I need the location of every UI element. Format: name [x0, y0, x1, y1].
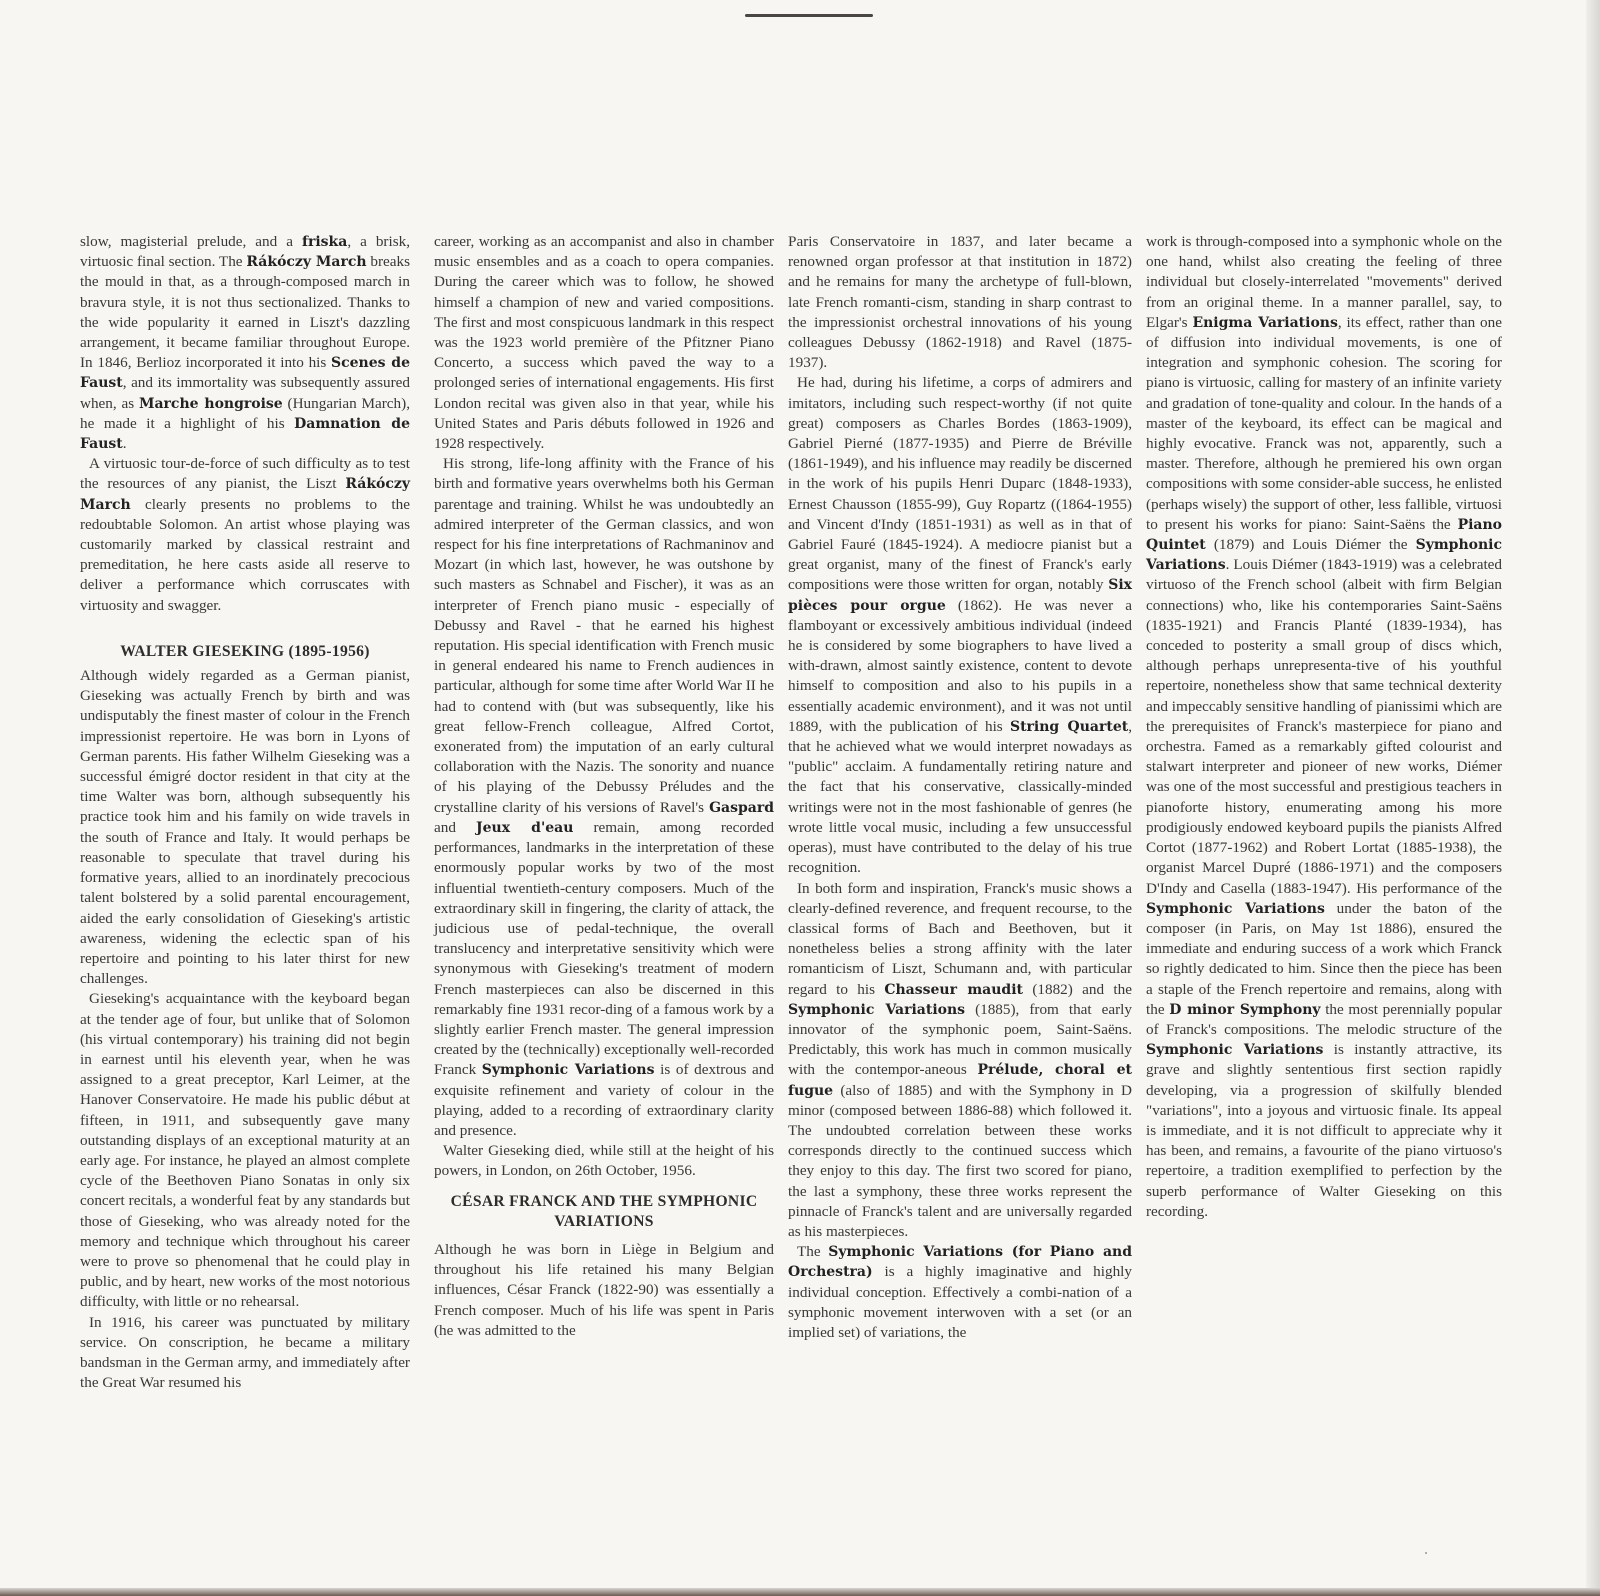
paragraph-text: Walter Gieseking died, while still at the height of his powers, in London, on 26th October, 1956. — [434, 1142, 774, 1180]
paragraph-text: In both form and inspiration, Franck's music shows a clearly-defined reverence, and frequent recourse, to the classical forms of Bach and Beethoven, but it nonetheless belies a strong affinity with the later romanticism of Liszt, Schumann and, with particular regard to his — [788, 879, 1132, 998]
paragraph-text: Paris Conservatoire in 1837, and later became a renowned organ professor at that institution in 1872) and he remains for many the archetype of full-blown, late French romanti-cism, standing in sharp contrast to the impressionist orchestral innovations of his young colleagues Debussy (1862-1918) and Ravel (1875-1937). — [788, 233, 1132, 372]
work-title: Rákóczy March — [246, 254, 367, 271]
work-title: Gaspard — [709, 799, 774, 816]
body-paragraph — [80, 666, 410, 989]
work-title: Symphonic Variations — [1146, 900, 1325, 917]
work-title: Damnation de Faust — [80, 415, 410, 453]
work-title: Chasseur maudit — [884, 981, 1023, 998]
paragraph-text: Gieseking's acquaintance with the keyboard began at the tender age of four, but unlike that of Solomon (his virtual contemporary) his training did not begin in earnest until his eleventh year, when he was assigned to a great preceptor, Karl Leimer, at the Hanover Conservatoire. He made his public début at fifteen, in 1911, and subsequently gave many outstanding displays of an exceptional maturity at an early age. For instance, he played an almost complete cycle of the Beethoven Piano Sonatas in only six concert recitals, a wonderful feat by any standards but those of Gieseking, who was already noted for the memory and technique which throughout his career were to prove so phenomenal that he could play in public, and by heart, new works of the most notorious difficulty, with little or no rehearsal. — [80, 990, 410, 1311]
body-paragraph — [434, 454, 774, 1141]
work-title: Enigma Variations — [1192, 314, 1338, 331]
section-heading: CÉSAR FRANCK AND THE SYMPHONIC VARIATIONS — [450, 1192, 758, 1230]
body-paragraph — [80, 989, 410, 1312]
work-title: Symphonic Variations (for Piano and Orchestra) — [788, 1244, 1132, 1281]
paragraph-text: work is through-composed into a symphonic whole on the one hand, whilst also creating the feeling of three individual but closely-interrelated "movements" derived from an original theme. In a manner parallel, say, to Elgar's — [1146, 233, 1502, 331]
paragraph-text: , that he achieved what we would interpret nowadays as "public" acclaim. A fundamentally retiring nature and the fact that his conservative, classically-minded writings were not in the most fashionable of genres (he wrote little vocal music, including a few unsuccessful operas), must have contributed to the delay of his true recognition. — [788, 717, 1132, 877]
paragraph-text: The — [797, 1243, 829, 1261]
paragraph-text: the most perennially popular of Franck's compositions. The melodic structure of the — [1146, 1000, 1502, 1038]
work-title: Piano Quintet — [1146, 516, 1502, 554]
work-title: D minor Symphony — [1169, 1001, 1321, 1018]
body-paragraph — [788, 373, 1132, 878]
text-column-1 — [80, 232, 410, 1393]
paragraph-text: under the baton of the composer (in Paris, on May 1st 1886), ensured the immediate and enduring success of a work which Franck so rightly dedicated to him. Since then the piece has been a staple of the French repertoire and remains, along with the — [1146, 899, 1502, 1018]
paragraph-text: slow, magisterial prelude, and a — [80, 233, 302, 250]
paragraph-text: is a highly imaginative and highly individual conception. Effectively a combi-nation of a symphonic movement interwoven with a set (or an implied set) of variations, the — [788, 1263, 1132, 1341]
body-paragraph — [788, 879, 1132, 1243]
paragraph-text: , a brisk, virtuosic final section. The — [80, 233, 410, 271]
paragraph-text: is of dextrous and exquisite refinement and variety of colour in the playing, added to a recording of extraordinary clarity and presence. — [434, 1061, 774, 1139]
paragraph-text: He had, during his lifetime, a corps of admirers and imitators, including such respect-worthy (if not quite great) composers as Charles Bordes (1863-1909), Gabriel Pierné (1877-1935) and Pierre de Bréville (1861-1949), and his influence may readily be discerned in the work of his pupils Henri Duparc (1848-1933), Ernest Chausson (1855-99), Guy Ropartz ((1864-1955) and Vincent d'Indy (1851-1931) as well as in that of Gabriel Fauré (1845-1924). A mediocre pianist but a great organist, many of the finest of Franck's early compositions were those written for organ, notably — [788, 374, 1132, 594]
paragraph-text: is instantly attractive, its grave and slightly sententious first section rapidly developing, via a progression of skilfully blended "variations", into a joyous and virtuosic finale. Its appeal is immediate, and it is not difficult to appreciate why it has been, and remains, a favourite of the piano virtuoso's repertoire, a tradition exemplified to perfection by the superb performance of Walter Gieseking on this recording. — [1146, 1041, 1502, 1220]
paragraph-text: Although he was born in Liège in Belgium and throughout his life retained his many Belgian influences, César Franck (1822-90) was essentially a French composer. Much of his life was spent in Paris (he was admitted to the — [434, 1240, 774, 1339]
paragraph-text: , and its immortality was subsequently assured when, as — [80, 374, 410, 412]
body-paragraph — [80, 232, 410, 454]
work-title: Marche hongroise — [138, 395, 283, 412]
body-paragraph — [788, 1242, 1132, 1343]
paragraph-text: career, working as an accompanist and also in chamber music ensembles and as a coach to opera companies. During the career which was to follow, he showed himself a champion of new and varied compositions. The first and most conspicuous landmark in this respect was the 1923 world première of the Pfitzner Piano Concerto, a success which paved the way to a prolonged series of international engagements. His first London recital was given also in that year, while his United States and Paris débuts followed in 1926 and 1928 respectively. — [434, 233, 774, 453]
paragraph-text: A virtuosic tour-de-force of such difficulty as to test the resources of any pianist, the Liszt — [80, 455, 410, 493]
print-speck — [1425, 1552, 1427, 1554]
body-paragraph — [434, 1141, 774, 1181]
paragraph-text: (1862). He was never a flamboyant or excessively ambitious individual (indeed he is considered by some biographers to have lived a with-drawn, almost saintly existence, content to devote himself to composition and also to his pupils in a essentially academic environment), and it was not until 1889, with the publication of his — [788, 596, 1132, 735]
paragraph-text: (1879) and Louis Diémer the — [1205, 536, 1416, 554]
body-paragraph — [434, 232, 774, 454]
paragraph-text: , its effect, rather than one of diffusion into individual movements, is one of integration and symphonic cohesion. The scoring for piano is virtuosic, calling for mastery of an infinite variety and gradation of tone-quality and colour. In the hands of a master of the keyboard, its effect can be magical and highly evocative. Franck was not, apparently, such a master. Therefore, although he premiered his own organ compositions with some consider-able success, he enlisted (perhaps wisely) the support of other, less fallible, virtuosi to present his works for piano: Saint-Saëns the — [1146, 313, 1502, 533]
work-title: Rákóczy March — [80, 476, 410, 513]
work-title: Prélude, choral et fugue — [788, 1062, 1132, 1099]
paragraph-text: . Louis Diémer (1843-1919) was a celebrated virtuoso of the French school (albeit with firm Belgian connections) who, like his contemporaries Saint-Saëns (1835-1921) and Francis Planté (1839-1934), has conceded to posterity a small group of discs which, although perhaps unrepresenta-tive of his youthful repertoire, nonetheless show that same technical dexterity and impeccably sensitive handling of pianissimi which are the prerequisites of Franck's masterpiece for piano and orchestra. Famed as a remarkably gifted colourist and stalwart interpreter and pioneer of new works, Diémer was one of the most successful and prestigious teachers in pianoforte history, enumerating among his more prodigiously endowed keyboard pupils the pianists Alfred Cortot (1877-1962) and Robert Lortat (1885-1938), the organist Marcel Dupré (1886-1971) and the composers D'Indy and Casella (1883-1947). His performance of the — [1146, 556, 1502, 897]
body-paragraph — [80, 1313, 410, 1394]
work-title: Symphonic Variations — [481, 1062, 655, 1079]
paragraph-text: (1885), from that early innovator of the symphonic poem, Saint-Saëns. Predictably, this work has much in common musically with the contempor-aneous — [788, 1000, 1132, 1079]
text-column-4 — [1146, 232, 1502, 1222]
body-paragraph — [1146, 232, 1502, 1222]
paragraph-text: In 1916, his career was punctuated by military service. On conscription, he became a military bandsman in the German army, and immediately after the Great War resumed his — [80, 1313, 410, 1392]
paragraph-text: clearly presents no problems to the redoubtable Solomon. An artist whose playing was customarily marked by classical restraint and premeditation, he here casts aside all reserve to deliver a performance which corruscates with virtuosity and swagger. — [80, 495, 410, 614]
section-heading: WALTER GIESEKING (1895-1956) — [120, 642, 370, 660]
work-title: friska — [301, 234, 348, 250]
work-title: Symphonic Variations — [1146, 537, 1502, 574]
work-title: String Quartet — [1009, 718, 1129, 735]
paragraph-text: (also of 1885) and with the Symphony in D minor (composed between 1886-88) which followed it. The undoubted correlation between these works corresponds directly to the continued success which they enjoy to this day. The first two scored for piano, the last a symphony, these three works represent the pinnacle of Franck's talent and are universally regarded as his masterpieces. — [788, 1081, 1132, 1240]
paragraph-text: remain, among recorded performances, landmarks in the interpretation of these enormously popular works by two of the most influential twentieth-century composers. Much of the extraordinary skill in fingering, the clarity of attack, the judicious use of pedal-technique, the overall translucency and interpretative sensitivity which were synonymous with Gieseking's treatment of modern French masterpieces can also be discerned in this remarkably fine 1931 recor-ding of a famous work by a slightly earlier French master. The general impression created by the (technically) exceptionally well-recorded Franck — [434, 818, 774, 1079]
paragraph-text: breaks the mould in that, as a through-composed march in bravura style, it is not thus sectionalized. Thanks to the wide popularity it earned in Liszt's dazzling arrangement, it became familiar throughout Europe. In 1846, Berlioz incorporated it into his — [80, 253, 410, 372]
paragraph-text: (Hungarian March), he made it a highlight of his — [80, 394, 410, 432]
text-column-2 — [434, 232, 774, 1341]
paragraph-text: Although widely regarded as a German pianist, Gieseking was actually French by birth and was undisputably the finest master of colour in the French impressionist repertoire. He was born in Lyons of German parents. His father Wilhelm Gieseking was a successful émigré doctor resident in that city at the time Walter was born, although subsequently his practice took him and his family on wide travels in the south of France and Italy. It would perhaps be reasonable to speculate that travel during his formative years, allied to an inordinately precocious talent bolstered by a solid parental encouragement, aided the early consolidation of Gieseking's artistic awareness, widening the eclectic span of his repertoire and pointing to his later thirst for new challenges. — [80, 667, 410, 988]
paragraph-text: His strong, life-long affinity with the France of his birth and formative years overwhelms both his German parentage and training. Whilst he was undoubtedly an admired interpreter of the German classics, and won respect for his fine interpretations of Rachmaninov and Mozart (in which last, however, he was outshone by such masters as Schnabel and Fischer), it was as an interpreter of French piano music - especially of Debussy and Ravel - that he earned his highest reputation. His special identification with French music in general endeared his name to French audiences in particular, although for some time after World War II he had to contend with (but was subsequently, like his great fellow-French colleague, Alfred Cortot, exonerated from) the imputation of an early cultural collaboration with the Nazis. The sonority and nuance of his playing of the Debussy Préludes and the crystalline clarity of his versions of Ravel's — [434, 455, 774, 816]
work-title: Six pièces pour orgue — [788, 577, 1132, 614]
body-paragraph — [434, 1240, 774, 1341]
work-title: Symphonic Variations — [788, 1001, 966, 1018]
text-column-3 — [788, 232, 1132, 1343]
paragraph-text: . — [122, 435, 127, 453]
paragraph-text: (1882) and the — [1023, 980, 1132, 998]
body-paragraph — [788, 232, 1132, 373]
body-paragraph — [80, 454, 410, 616]
work-title: Symphonic Variations — [1146, 1042, 1324, 1059]
page-right-edge — [1586, 0, 1600, 1596]
page-bottom-edge — [0, 1588, 1600, 1596]
top-decorative-rule — [745, 14, 873, 17]
work-title: Scenes de Faust — [80, 355, 410, 392]
paragraph-text: and — [434, 818, 476, 836]
work-title: Jeux d'eau — [475, 819, 574, 836]
